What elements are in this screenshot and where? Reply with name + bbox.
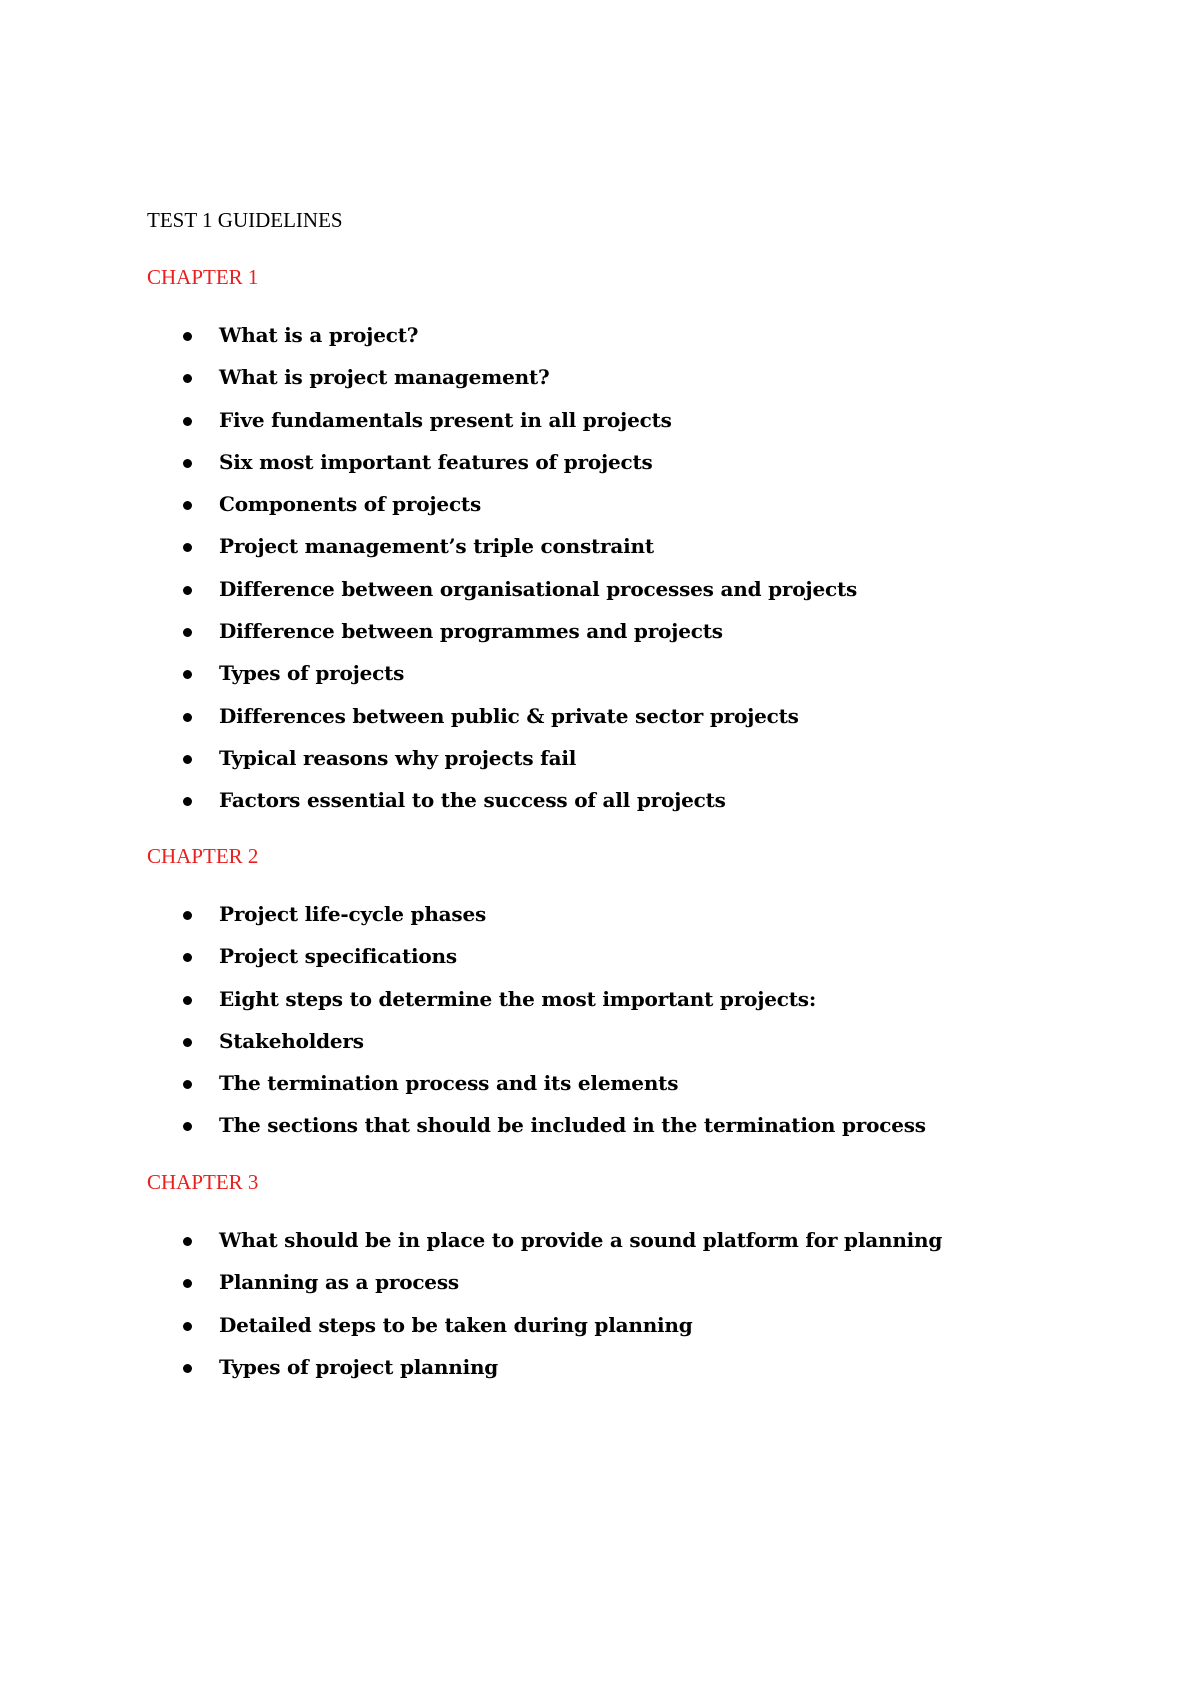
bullet-icon [183, 1038, 192, 1047]
bullet-icon [183, 953, 192, 962]
bullet-icon [183, 755, 192, 764]
bullet-icon [183, 713, 192, 722]
list-item-text: Difference between programmes and projects [219, 619, 723, 644]
chapter-1-heading: CHAPTER 1 [147, 265, 259, 289]
list-item-text: Six most important features of projects [219, 449, 653, 474]
bullet-icon [183, 501, 192, 510]
document-title: TEST 1 GUIDELINES [147, 208, 343, 232]
list-item-text: Components of projects [219, 492, 482, 517]
bullet-icon [183, 911, 192, 920]
list-item-text: Five fundamentals present in all projects [219, 407, 672, 432]
bullet-icon [183, 586, 192, 595]
bullet-icon [183, 1364, 192, 1373]
list-item-text: Difference between organisational processes and projects [219, 576, 858, 601]
list-item-text: The sections that should be included in the termination process [219, 1113, 926, 1138]
bullet-icon [183, 543, 192, 552]
bullet-icon [183, 459, 192, 468]
list-item-text: Eight steps to determine the most important projects: [219, 986, 817, 1011]
bullet-icon [183, 374, 192, 383]
bullet-icon [183, 996, 192, 1005]
list-item-text: What should be in place to provide a sound platform for planning [219, 1228, 943, 1252]
bullet-icon [183, 1279, 192, 1288]
list-item-text: Project specifications [219, 944, 457, 969]
bullet-icon [183, 628, 192, 637]
list-item-text: Stakeholders [219, 1028, 364, 1053]
list-item-text: What is a project? [219, 323, 419, 347]
bullet-icon [183, 1237, 192, 1246]
list-item-text: Types of projects [219, 661, 405, 686]
bullet-icon [183, 332, 192, 341]
list-item-text: Detailed steps to be taken during planning [219, 1312, 693, 1337]
list-item-text: Differences between public & private sector projects [219, 703, 799, 728]
bullet-icon [183, 417, 192, 426]
list-item-text: Types of project planning [219, 1354, 499, 1379]
list-item-text: Project management’s triple constraint [219, 534, 654, 559]
chapter-2-heading: CHAPTER 2 [147, 844, 259, 868]
bullet-icon [183, 797, 192, 806]
bullet-icon [183, 1322, 192, 1331]
bullet-icon [183, 1080, 192, 1089]
list-item-text: The termination process and its elements [219, 1071, 679, 1096]
bullet-icon [183, 1122, 192, 1131]
list-item-text: What is project management? [219, 365, 550, 390]
chapter-3-heading: CHAPTER 3 [147, 1170, 259, 1194]
list-item-text: Planning as a process [219, 1270, 459, 1295]
list-item-text: Factors essential to the success of all projects [219, 788, 726, 813]
list-item-text: Typical reasons why projects fail [219, 745, 577, 770]
bullet-icon [183, 670, 192, 679]
list-item-text: Project life-cycle phases [219, 902, 487, 926]
